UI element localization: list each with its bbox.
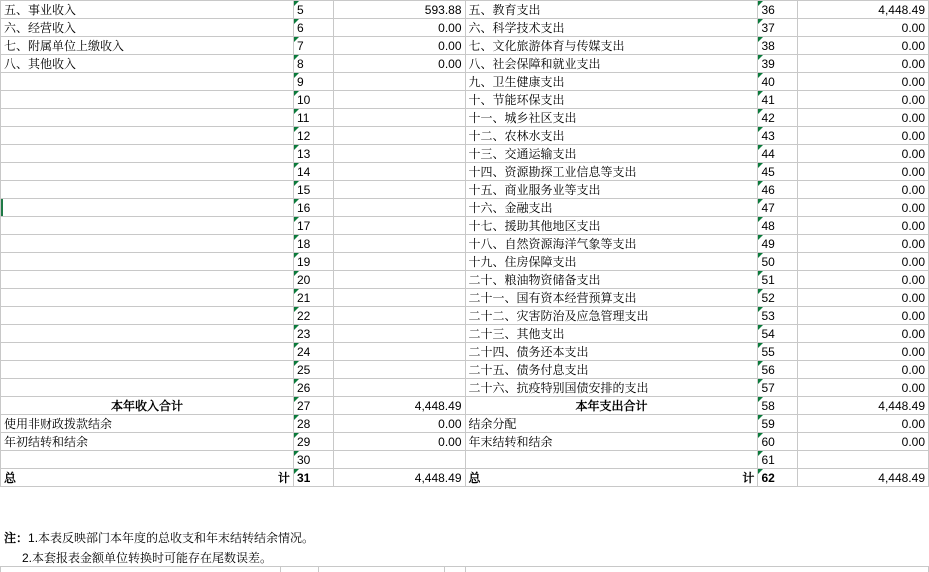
income-item-name[interactable]	[1, 289, 294, 307]
table-row	[1, 55, 929, 73]
expense-item-amount[interactable]: 0.00	[798, 55, 929, 73]
footer-vrule	[0, 566, 1, 572]
income-item-number[interactable]: 18	[293, 235, 333, 253]
expense-summary-name[interactable]: 结余分配	[465, 415, 758, 433]
expense-item-name[interactable]: 二十、粮油物资储备支出	[465, 271, 758, 289]
expense-item-number[interactable]: 47	[758, 199, 798, 217]
income-item-name[interactable]	[1, 199, 294, 217]
expense-item-number[interactable]: 48	[758, 217, 798, 235]
table-row	[1, 361, 929, 379]
expense-item-amount[interactable]: 0.00	[798, 325, 929, 343]
expense-item-amount[interactable]: 0.00	[798, 127, 929, 145]
table-row	[1, 19, 929, 37]
income-item-number[interactable]: 6	[293, 19, 333, 37]
income-item-number[interactable]: 9	[293, 73, 333, 91]
income-item-amount[interactable]	[333, 361, 465, 379]
income-item-number[interactable]: 12	[293, 127, 333, 145]
expense-item-name[interactable]: 六、科学技术支出	[465, 19, 758, 37]
expense-grand-total-label-left: 总	[468, 470, 481, 485]
income-item-amount[interactable]	[333, 73, 465, 91]
expense-item-amount[interactable]: 0.00	[798, 307, 929, 325]
income-summary-name[interactable]: 本年收入合计	[1, 397, 294, 415]
income-item-amount[interactable]	[333, 145, 465, 163]
expense-grand-total-label[interactable]	[465, 469, 758, 487]
income-item-number[interactable]: 16	[293, 199, 333, 217]
expense-item-number[interactable]: 43	[758, 127, 798, 145]
income-item-name[interactable]: 八、其他收入	[1, 55, 294, 73]
income-item-amount[interactable]	[333, 271, 465, 289]
expense-summary-number[interactable]: 59	[758, 415, 798, 433]
expense-item-number[interactable]: 50	[758, 253, 798, 271]
expense-item-amount[interactable]: 0.00	[798, 181, 929, 199]
income-item-name[interactable]	[1, 163, 294, 181]
table-row	[1, 379, 929, 397]
expense-item-number[interactable]: 36	[758, 1, 798, 19]
income-item-number[interactable]: 21	[293, 289, 333, 307]
income-item-amount[interactable]	[333, 235, 465, 253]
expense-item-number[interactable]: 37	[758, 19, 798, 37]
expense-item-number[interactable]: 54	[758, 325, 798, 343]
expense-item-amount[interactable]: 0.00	[798, 343, 929, 361]
income-item-number[interactable]: 13	[293, 145, 333, 163]
expense-item-number[interactable]: 51	[758, 271, 798, 289]
income-item-number[interactable]: 8	[293, 55, 333, 73]
expense-item-name[interactable]: 十、节能环保支出	[465, 91, 758, 109]
expense-item-name[interactable]: 十九、住房保障支出	[465, 253, 758, 271]
income-item-number[interactable]: 10	[293, 91, 333, 109]
income-item-amount[interactable]	[333, 217, 465, 235]
table-row	[1, 145, 929, 163]
table-body	[1, 1, 929, 487]
income-summary-number[interactable]: 29	[293, 433, 333, 451]
income-summary-number[interactable]: 30	[293, 451, 333, 469]
expense-item-name[interactable]: 十六、金融支出	[465, 199, 758, 217]
income-item-number[interactable]: 11	[293, 109, 333, 127]
income-item-name[interactable]	[1, 91, 294, 109]
income-grand-total-amount[interactable]: 4,448.49	[333, 469, 465, 487]
income-item-amount[interactable]	[333, 307, 465, 325]
income-item-name[interactable]: 六、经营收入	[1, 19, 294, 37]
expense-grand-total-label-right: 计	[742, 470, 755, 485]
income-summary-name[interactable]	[1, 451, 294, 469]
income-item-name[interactable]	[1, 307, 294, 325]
income-item-number[interactable]: 22	[293, 307, 333, 325]
income-summary-amount[interactable]	[333, 451, 465, 469]
table-row	[1, 235, 929, 253]
income-item-name[interactable]	[1, 361, 294, 379]
income-item-number[interactable]: 14	[293, 163, 333, 181]
footer-rules	[0, 566, 929, 572]
expense-item-amount[interactable]: 0.00	[798, 19, 929, 37]
income-item-name[interactable]	[1, 343, 294, 361]
expense-item-name[interactable]: 二十二、灾害防治及应急管理支出	[465, 307, 758, 325]
expense-summary-amount[interactable]: 0.00	[798, 433, 929, 451]
income-item-amount[interactable]: 0.00	[333, 37, 465, 55]
income-item-name[interactable]	[1, 127, 294, 145]
income-summary-name[interactable]: 年初结转和结余	[1, 433, 294, 451]
table-row	[1, 37, 929, 55]
income-item-number[interactable]: 7	[293, 37, 333, 55]
table-row	[1, 451, 929, 469]
footer-vrule	[318, 566, 319, 572]
income-item-name[interactable]	[1, 73, 294, 91]
table-row	[1, 325, 929, 343]
expense-item-number[interactable]: 49	[758, 235, 798, 253]
footer-vrule	[444, 566, 445, 572]
expense-item-amount[interactable]: 0.00	[798, 235, 929, 253]
table-row	[1, 217, 929, 235]
income-item-name[interactable]	[1, 235, 294, 253]
income-item-number[interactable]: 23	[293, 325, 333, 343]
table-row	[1, 163, 929, 181]
note-line-2	[0, 548, 929, 568]
income-item-name[interactable]	[1, 253, 294, 271]
income-item-number[interactable]: 19	[293, 253, 333, 271]
income-item-name[interactable]	[1, 217, 294, 235]
notes-block	[0, 528, 929, 568]
table-row	[1, 289, 929, 307]
income-item-number[interactable]: 20	[293, 271, 333, 289]
expense-item-number[interactable]: 40	[758, 73, 798, 91]
table-row	[1, 127, 929, 145]
expense-item-amount[interactable]: 4,448.49	[798, 1, 929, 19]
income-summary-amount[interactable]: 0.00	[333, 415, 465, 433]
expense-grand-total-number[interactable]: 62	[758, 469, 798, 487]
income-item-name[interactable]	[1, 379, 294, 397]
income-item-amount[interactable]	[333, 325, 465, 343]
expense-item-number[interactable]: 57	[758, 379, 798, 397]
income-item-name[interactable]	[1, 271, 294, 289]
note-text-1: 1.本表反映部门本年度的总收支和年末结转结余情况。	[28, 531, 315, 545]
expense-item-amount[interactable]: 0.00	[798, 37, 929, 55]
table-row	[1, 253, 929, 271]
income-item-amount[interactable]	[333, 109, 465, 127]
expense-item-name[interactable]: 七、文化旅游体育与传媒支出	[465, 37, 758, 55]
expense-item-amount[interactable]: 0.00	[798, 73, 929, 91]
income-summary-amount[interactable]: 0.00	[333, 433, 465, 451]
income-item-amount[interactable]: 0.00	[333, 19, 465, 37]
expense-item-name[interactable]: 十七、援助其他地区支出	[465, 217, 758, 235]
income-item-amount[interactable]	[333, 379, 465, 397]
expense-item-amount[interactable]: 0.00	[798, 289, 929, 307]
note-text-2: 2.本套报表金额单位转换时可能存在尾数误差。	[22, 551, 273, 565]
table-row	[1, 433, 929, 451]
table-row	[1, 343, 929, 361]
expense-item-name[interactable]: 五、教育支出	[465, 1, 758, 19]
table-row	[1, 1, 929, 19]
expense-item-name[interactable]: 二十六、抗疫特别国债安排的支出	[465, 379, 758, 397]
note-prefix: 注：	[4, 531, 29, 545]
expense-item-name[interactable]: 九、卫生健康支出	[465, 73, 758, 91]
expense-item-number[interactable]: 46	[758, 181, 798, 199]
income-item-amount[interactable]	[333, 127, 465, 145]
expense-item-number[interactable]: 53	[758, 307, 798, 325]
expense-summary-name[interactable]: 本年支出合计	[465, 397, 758, 415]
expense-item-number[interactable]: 41	[758, 91, 798, 109]
expense-item-number[interactable]: 39	[758, 55, 798, 73]
expense-item-name[interactable]: 八、社会保障和就业支出	[465, 55, 758, 73]
income-item-amount[interactable]	[333, 91, 465, 109]
expense-item-amount[interactable]: 0.00	[798, 199, 929, 217]
expense-item-name[interactable]: 十三、交通运输支出	[465, 145, 758, 163]
table-row	[1, 397, 929, 415]
table-row	[1, 415, 929, 433]
income-summary-number[interactable]: 27	[293, 397, 333, 415]
income-item-name[interactable]	[1, 181, 294, 199]
income-item-number[interactable]: 5	[293, 1, 333, 19]
income-item-amount[interactable]	[333, 181, 465, 199]
income-summary-name[interactable]: 使用非财政拨款结余	[1, 415, 294, 433]
expense-item-amount[interactable]: 0.00	[798, 109, 929, 127]
income-item-amount[interactable]	[333, 289, 465, 307]
income-item-name[interactable]	[1, 325, 294, 343]
expense-item-name[interactable]: 二十三、其他支出	[465, 325, 758, 343]
expense-summary-name[interactable]	[465, 451, 758, 469]
table-row	[1, 109, 929, 127]
income-item-number[interactable]: 24	[293, 343, 333, 361]
expense-item-amount[interactable]: 0.00	[798, 271, 929, 289]
expense-item-amount[interactable]: 0.00	[798, 361, 929, 379]
income-summary-amount[interactable]: 4,448.49	[333, 397, 465, 415]
income-grand-total-label[interactable]	[1, 469, 294, 487]
expense-item-number[interactable]: 38	[758, 37, 798, 55]
expense-item-name[interactable]: 二十一、国有资本经营预算支出	[465, 289, 758, 307]
expense-item-number[interactable]: 56	[758, 361, 798, 379]
table-row	[1, 307, 929, 325]
table-row	[1, 181, 929, 199]
footer-vrule	[280, 566, 281, 572]
note-line-1	[0, 528, 929, 548]
income-item-name[interactable]	[1, 145, 294, 163]
expense-item-name[interactable]: 十五、商业服务业等支出	[465, 181, 758, 199]
income-item-amount[interactable]	[333, 253, 465, 271]
expense-item-amount[interactable]: 0.00	[798, 217, 929, 235]
expense-summary-name[interactable]: 年末结转和结余	[465, 433, 758, 451]
expense-item-amount[interactable]: 0.00	[798, 91, 929, 109]
expense-item-name[interactable]: 二十四、债务还本支出	[465, 343, 758, 361]
expense-summary-amount[interactable]: 4,448.49	[798, 397, 929, 415]
income-summary-number[interactable]: 28	[293, 415, 333, 433]
income-item-number[interactable]: 25	[293, 361, 333, 379]
expense-item-number[interactable]: 55	[758, 343, 798, 361]
grand-total-row	[1, 469, 929, 487]
expense-grand-total-amount[interactable]: 4,448.49	[798, 469, 929, 487]
income-grand-total-label-right: 计	[277, 470, 290, 485]
expense-item-name[interactable]: 十八、自然资源海洋气象等支出	[465, 235, 758, 253]
expense-item-amount[interactable]: 0.00	[798, 145, 929, 163]
income-item-name[interactable]	[1, 109, 294, 127]
income-item-name[interactable]: 五、事业收入	[1, 1, 294, 19]
table-row	[1, 73, 929, 91]
expense-item-name[interactable]: 二十五、债务付息支出	[465, 361, 758, 379]
expense-item-name[interactable]: 十二、农林水支出	[465, 127, 758, 145]
income-item-name[interactable]: 七、附属单位上缴收入	[1, 37, 294, 55]
expense-item-number[interactable]: 44	[758, 145, 798, 163]
income-item-amount[interactable]	[333, 163, 465, 181]
income-item-number[interactable]: 17	[293, 217, 333, 235]
income-item-amount[interactable]: 593.88	[333, 1, 465, 19]
expense-item-name[interactable]: 十一、城乡社区支出	[465, 109, 758, 127]
table-row	[1, 91, 929, 109]
income-item-amount[interactable]	[333, 343, 465, 361]
expense-item-amount[interactable]: 0.00	[798, 253, 929, 271]
income-item-number[interactable]: 26	[293, 379, 333, 397]
expense-item-name[interactable]: 十四、资源勘探工业信息等支出	[465, 163, 758, 181]
income-item-amount[interactable]: 0.00	[333, 55, 465, 73]
expense-item-number[interactable]: 52	[758, 289, 798, 307]
table-row	[1, 199, 929, 217]
footer-vrule	[465, 566, 466, 572]
expense-item-amount[interactable]: 0.00	[798, 163, 929, 181]
table-row	[1, 271, 929, 289]
expense-summary-number[interactable]: 61	[758, 451, 798, 469]
expense-summary-amount[interactable]: 0.00	[798, 415, 929, 433]
income-item-number[interactable]: 15	[293, 181, 333, 199]
expense-item-amount[interactable]: 0.00	[798, 379, 929, 397]
expense-item-number[interactable]: 42	[758, 109, 798, 127]
income-grand-total-number[interactable]: 31	[293, 469, 333, 487]
expense-summary-amount[interactable]	[798, 451, 929, 469]
expense-summary-number[interactable]: 58	[758, 397, 798, 415]
income-grand-total-label-left: 总	[4, 470, 17, 485]
expense-item-number[interactable]: 45	[758, 163, 798, 181]
expense-summary-number[interactable]: 60	[758, 433, 798, 451]
income-item-amount[interactable]	[333, 199, 465, 217]
